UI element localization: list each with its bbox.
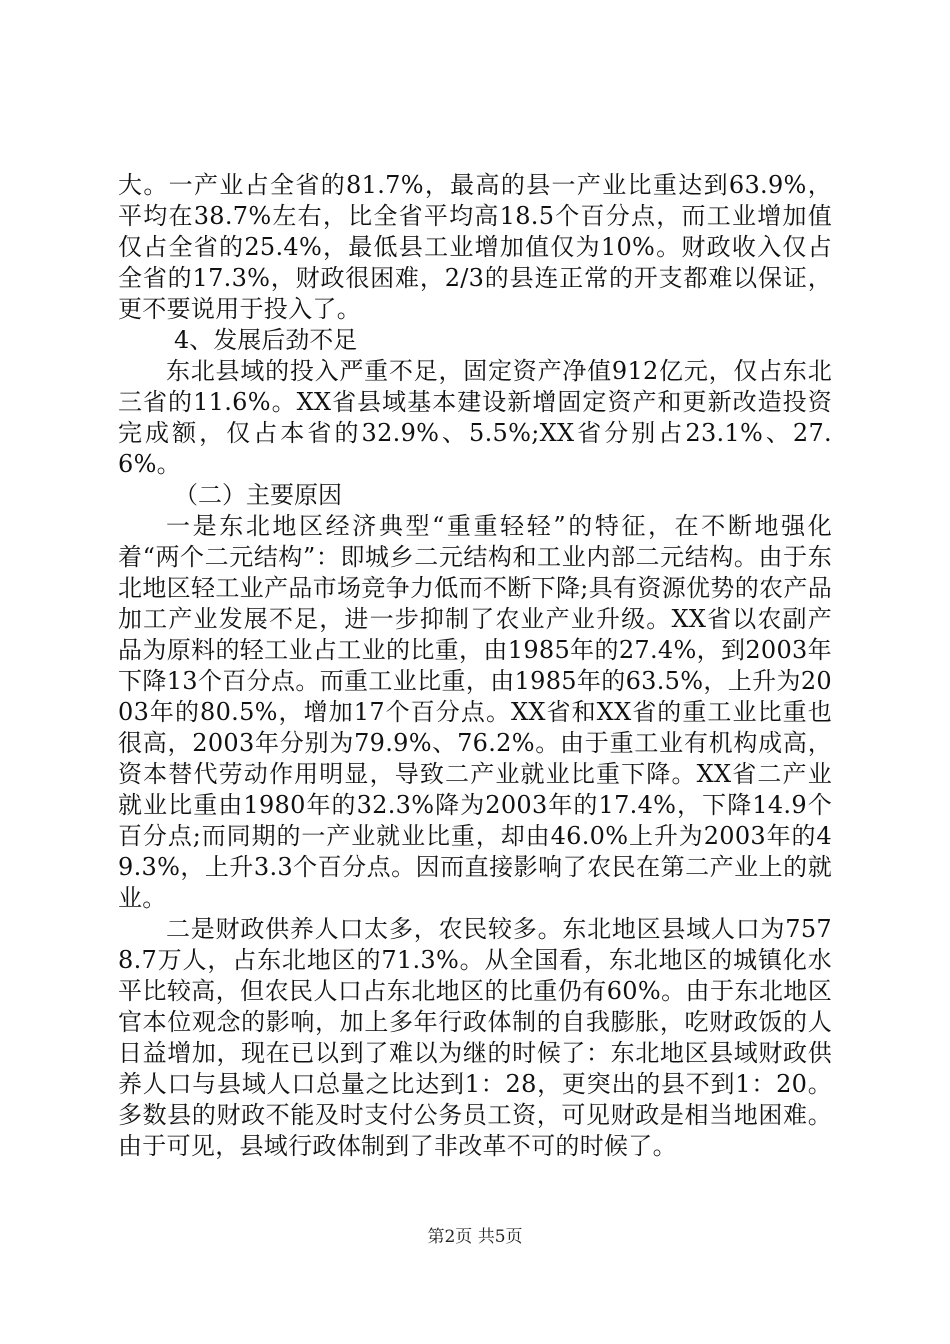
page-footer: 第2页 共5页 (427, 1227, 523, 1247)
heading-main-reasons: （二）主要原因 (174, 481, 342, 509)
paragraph-agriculture-share: 大。一产业占全省的81.7%，最高的县一产业比重达到63.9%，平均在38.7%左右，比全省平均高18.5个百分点，而工业增加值仅占全省的25.4%，最低县工业增加值仅为10%。财政收入仅占全省的17.3%，财政很困难，2/3的县连正常的开支都难以保证，更不要说用于投入了。 (118, 171, 832, 323)
document-body (118, 170, 832, 1162)
paragraph-reason-two: 二是财政供养人口太多，农民较多。东北地区县域人口为7578.7万人，占东北地区的71.3%。从全国看，东北地区的城镇化水平比较高，但农民人口占东北地区的比重仍有60%。由于东北地区官本位观念的影响，加上多年行政体制的自我膨胀，吃财政饭的人日益增加，现在已以到了难以为继的时候了：东北地区县域财政供养人口与县域人口总量之比达到1：28，更突出的县不到1：20。多数县的财政不能及时支付公务员工资，可见财政是相当地困难。由于可见，县域行政体制到了非改革不可的时候了。 (118, 915, 832, 1160)
paragraph-reason-one: 一是东北地区经济典型“重重轻轻”的特征，在不断地强化着“两个二元结构”：即城乡二元结构和工业内部二元结构。由于东北地区轻工业产品市场竞争力低而不断下降;具有资源优势的农产品加工产业发展不足，进一步抑制了农业产业升级。XX省以农副产品为原料的轻工业占工业的比重，由1985年的27.4%，到2003年下降13个百分点。而重工业比重，由1985年的63.5%，上升为2003年的80.5%，增加17个百分点。XX省和XX省的重工业比重也很高，2003年分别为79.9%、76.2%。由于重工业有机构成高，资本替代劳动作用明显，导致二产业就业比重下降。XX省二产业就业比重由1980年的32.3%降为2003年的17.4%，下降14.9个百分点;而同期的一产业就业比重，却由46.0%上升为2003年的49.3%，上升3.3个百分点。因而直接影响了农民在第二产业上的就业。 (118, 512, 832, 912)
heading-development-momentum: 4、发展后劲不足 (174, 326, 358, 354)
paragraph-investment-shortage: 东北县域的投入严重不足，固定资产净值912亿元，仅占东北三省的11.6%。XX省县域基本建设新增固定资产和更新改造投资完成额，仅占本省的32.9%、5.5%;XX省分别占23.1%、27.6%。 (118, 357, 832, 478)
